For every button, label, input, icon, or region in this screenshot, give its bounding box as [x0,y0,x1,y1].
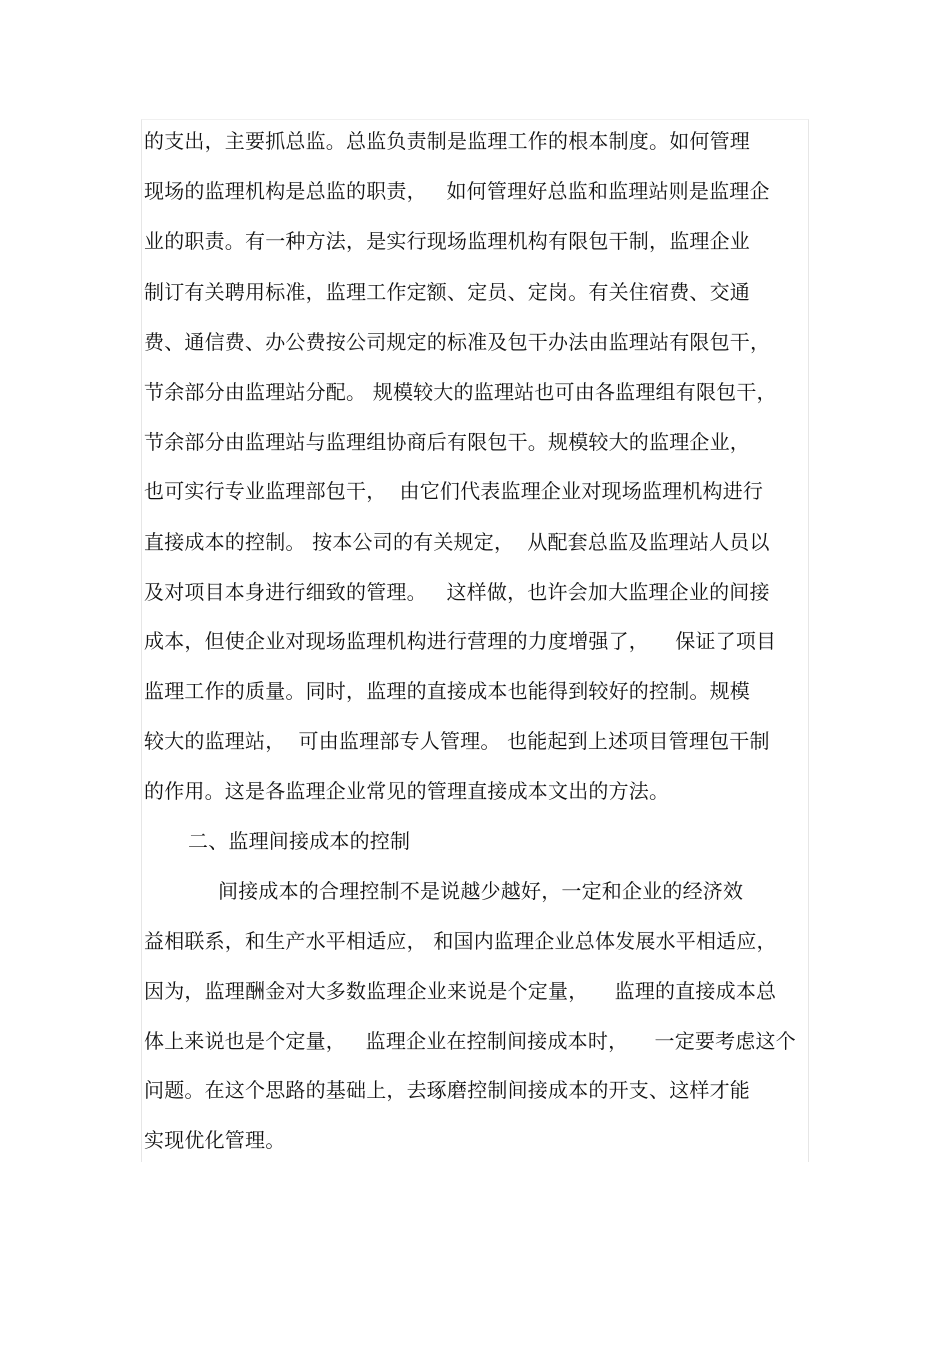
body-text-line: 因为，监理酬金对大多数监理企业来说是个定量， 监理的直接成本总 [144,979,777,1003]
body-text-line: 直接成本的控制。 按本公司的有关规定， 从配套总监及监理站人员以 [144,530,770,554]
body-text-line: 实现优化管理。 [144,1128,286,1152]
body-text-line: 节余部分由监理站分配。 规模较大的监理站也可由各监理组有限包干， [144,380,777,404]
body-text-line: 成本，但使企业对现场监理机构进行营理的力度增强了， 保证了项目 [144,629,777,653]
body-text-line: 节余部分由监理站与监理组协商后有限包干。规模较大的监理企业， [144,430,750,454]
body-text-line: 间接成本的合理控制不是说越少越好，一定和企业的经济效 [218,879,744,903]
section-heading: 二、监理间接成本的控制 [188,829,411,853]
body-text-line: 问题。在这个思路的基础上，去琢磨控制间接成本的开支、这样才能 [144,1078,750,1102]
body-text-line: 及对项目本身进行细致的管理。 这样做，也许会加大监理企业的间接 [144,580,770,604]
body-text-line: 的支出，主要抓总监。总监负责制是监理工作的根本制度。如何管理 [144,129,750,153]
body-text-line: 较大的监理站， 可由监理部专人管理。 也能起到上述项目管理包干制 [144,729,770,753]
body-text-line: 制订有关聘用标准，监理工作定额、定员、定岗。有关住宿费、交通 [144,280,750,304]
body-text-line: 也可实行专业监理部包干， 由它们代表监理企业对现场监理机构进行 [144,479,764,503]
body-text-line: 的作用。这是各监理企业常见的管理直接成本文出的方法。 [144,779,670,803]
body-text-line: 费、通信费、办公费按公司规定的标准及包干办法由监理站有限包干， [144,330,771,354]
body-text-line: 业的职责。有一种方法，是实行现场监理机构有限包干制，监理企业 [144,229,750,253]
body-text-line: 监理工作的质量。同时，监理的直接成本也能得到较好的控制。规模 [144,679,750,703]
body-text-line: 现场的监理机构是总监的职责， 如何管理好总监和监理站则是监理企 [144,179,770,203]
body-text-line: 体上来说也是个定量， 监理企业在控制间接成本时， 一定要考虑这个 [144,1029,796,1053]
body-text-line: 益相联系，和生产水平相适应， 和国内监理企业总体发展水平相适应， [144,929,777,953]
